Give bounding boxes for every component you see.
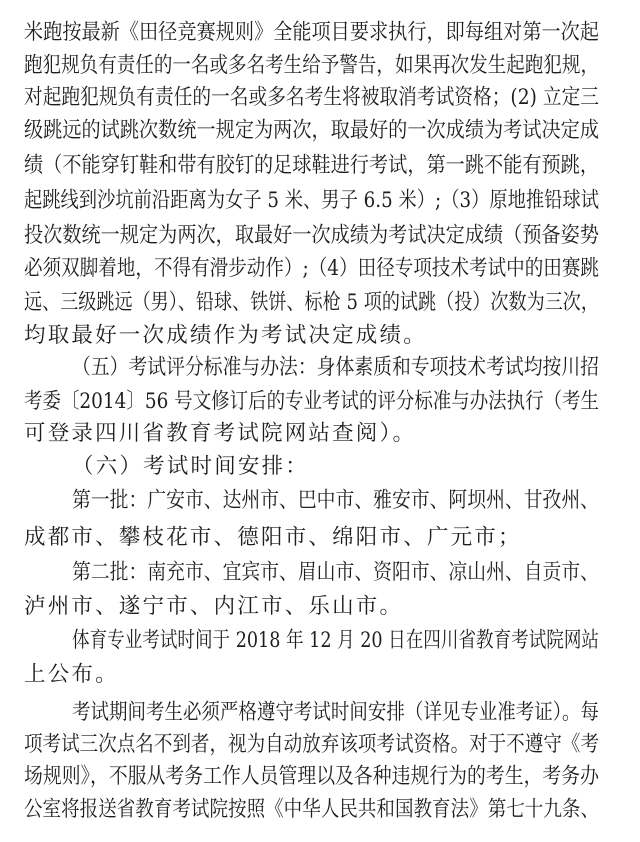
text-line: 泸州市、遂宁市、内江市、乐山市。 (24, 594, 404, 619)
text-line: 成都市、攀枝花市、德阳市、绵阳市、广元市； (24, 525, 522, 550)
text-line: （五）考试评分标准与办法：身体素质和专项技术考试均按川招 (72, 355, 599, 380)
text-line: 远、三级跳远（男）、铅球、铁饼、标枪 5 项的试跳（投）次数为三次， (24, 290, 599, 315)
text-line: 可登录四川省教育考试院网站查阅）。 (24, 421, 417, 446)
text-line: 级跳远的试跳次数统一规定为两次，取最好的一次成绩为考试决定成 (24, 118, 599, 143)
text-line: 考委〔2014〕56 号文修订后的专业考试的评分标准与办法执行（考生 (24, 389, 599, 414)
text-line: 场规则》，不服从考务工作人员管理以及各种违规行为的考生，考务办 (24, 764, 599, 789)
text-line: 绩（不能穿钉鞋和带有胶钉的足球鞋进行考试，第一跳不能有预跳， (24, 153, 599, 178)
text-line: 必须双脚着地，不得有滑步动作）;（4）田径专项技术考试中的田赛跳 (24, 256, 599, 281)
text-line: 均取最好一次成绩作为考试决定成绩。 (24, 323, 427, 348)
text-line: 对起跑犯规负有责任的一名或多名考生将被取消考试资格；(2) 立定三 (24, 85, 599, 110)
text-line: 项考试三次点名不到者，视为自动放弃该项考试资格。对于不遵守《考 (24, 732, 599, 757)
text-line: 上公布。 (24, 662, 119, 687)
text-line: 第二批：南充市、宜宾市、眉山市、资阳市、凉山州、自贡市、 (72, 560, 599, 585)
text-line: 投次数统一规定为两次，取最好一次成绩为考试决定成绩（预备姿势 (24, 223, 599, 248)
text-line: 起跳线到沙坑前沿距离为女子 5 米、男子 6.5 米）;（3）原地推铅球试 (24, 188, 599, 213)
text-line: 考试期间考生必须严格遵守考试时间安排（详见专业准考证）。每 (72, 700, 599, 725)
text-line: 公室将报送省教育考试院按照《中华人民共和国教育法》第七十九条、 (24, 797, 599, 822)
text-line: （六）考试时间安排： (72, 454, 310, 479)
text-line: 体育专业考试时间于 2018 年 12 月 20 日在四川省教育考试院网站 (72, 628, 599, 653)
text-line: 米跑按最新《田径竞赛规则》全能项目要求执行，即每组对第一次起 (24, 20, 599, 45)
text-line: 跑犯规负有责任的一名或多名考生给予警告，如果再次发生起跑犯规， (24, 53, 599, 78)
text-line: 第一批：广安市、达州市、巴中市、雅安市、阿坝州、甘孜州、 (72, 488, 599, 513)
